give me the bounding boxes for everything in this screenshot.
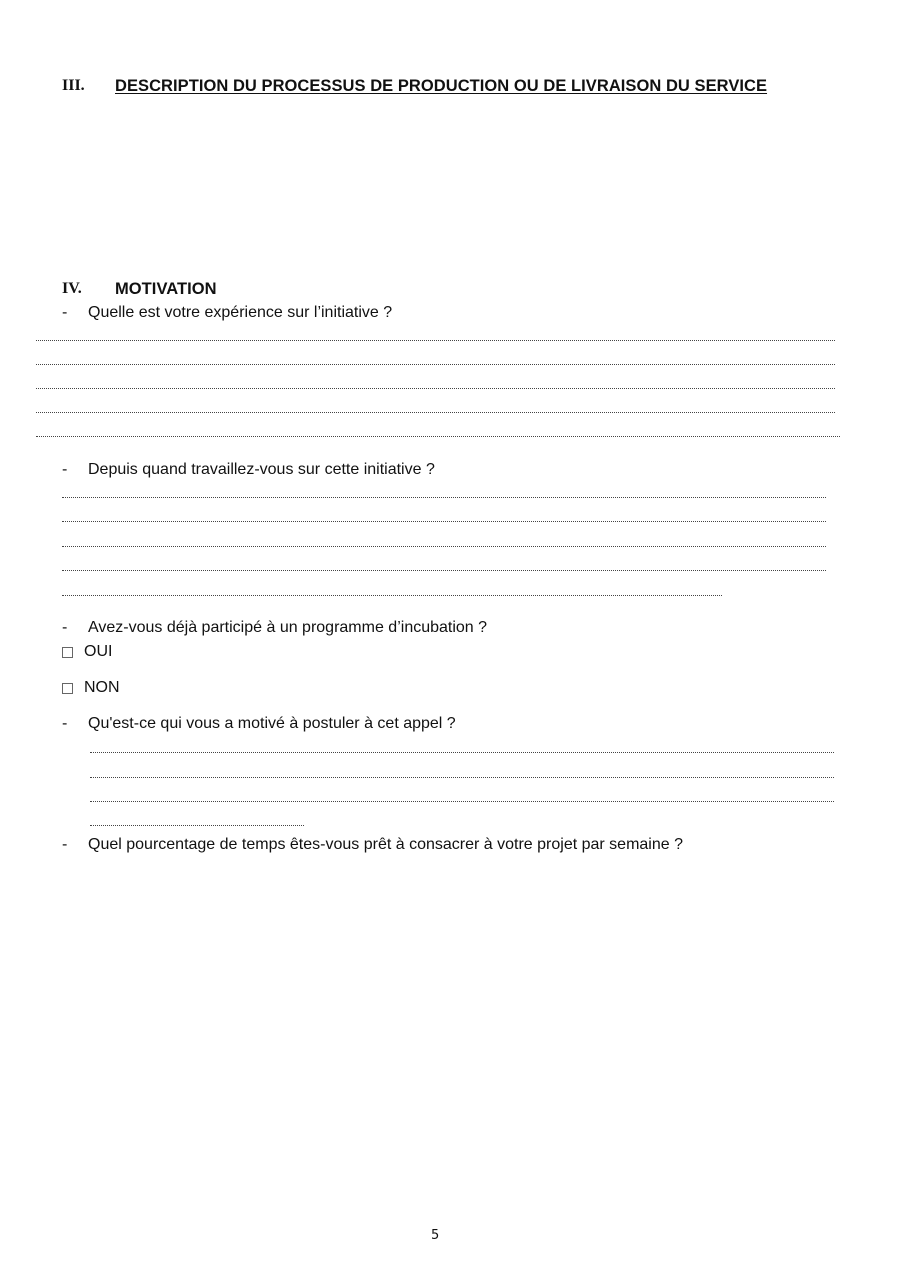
answer-line — [62, 570, 826, 571]
answer-line — [36, 412, 835, 413]
answer-line — [62, 521, 826, 522]
bullet-dash: - — [62, 304, 68, 321]
bullet-dash: - — [62, 619, 68, 636]
bullet-dash: - — [62, 461, 68, 478]
answer-line — [62, 546, 826, 547]
section-4-title: MOTIVATION — [115, 280, 217, 298]
answer-line — [36, 364, 835, 365]
option-oui-label: OUI — [84, 643, 113, 660]
section-3-title: DESCRIPTION DU PROCESSUS DE PRODUCTION OU DE LIVRAISON DU SERVICE — [115, 77, 768, 95]
question-motivation: Qu'est-ce qui vous a motivé à postuler à cet appel ? — [88, 715, 456, 732]
checkbox-non[interactable] — [62, 683, 73, 694]
answer-line — [90, 752, 834, 753]
answer-line — [90, 825, 304, 826]
answer-line — [90, 801, 834, 802]
answer-line — [36, 340, 835, 341]
question-incubation: Avez-vous déjà participé à un programme d’incubation ? — [88, 619, 488, 636]
answer-line — [62, 595, 722, 596]
section-3-number: III. — [62, 77, 85, 94]
checkbox-oui[interactable] — [62, 647, 73, 658]
answer-line — [36, 436, 840, 437]
page-number: 5 — [431, 1228, 440, 1243]
answer-line — [62, 497, 826, 498]
answer-line — [90, 777, 834, 778]
answer-line — [36, 388, 835, 389]
bullet-dash: - — [62, 715, 68, 732]
option-non-label: NON — [84, 679, 120, 696]
question-since-when: Depuis quand travaillez-vous sur cette initiative ? — [88, 461, 435, 478]
question-time-percentage: Quel pourcentage de temps êtes-vous prêt à consacrer à votre projet par semaine ? — [88, 836, 683, 853]
question-experience: Quelle est votre expérience sur l’initiative ? — [88, 304, 393, 321]
bullet-dash: - — [62, 836, 68, 853]
section-4-number: IV. — [62, 280, 82, 297]
